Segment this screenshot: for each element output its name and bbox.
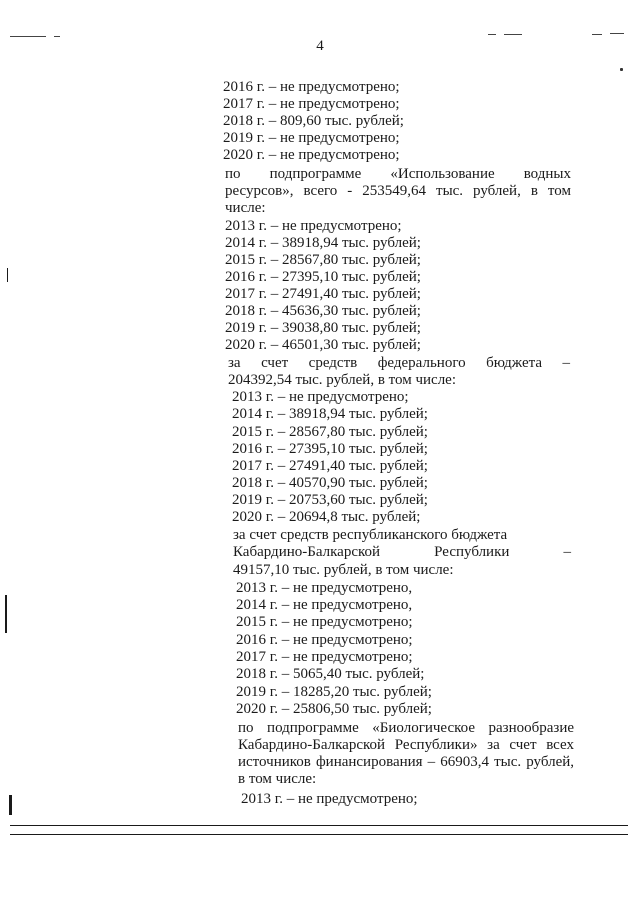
text-line: 2014 г. – 38918,94 тыс. рублей; xyxy=(225,235,421,251)
text-line: в том числе: xyxy=(238,771,317,787)
text-line: 2019 г. – 18285,20 тыс. рублей; xyxy=(236,684,432,700)
text-line: 2017 г. – не предусмотрено; xyxy=(223,96,400,112)
text-line: 2019 г. – не предусмотрено; xyxy=(223,130,400,146)
text-line: 2013 г. – не предусмотрено; xyxy=(225,218,402,234)
scan-artifact xyxy=(620,68,623,71)
text-line: за счет средств республиканского бюджета xyxy=(233,527,508,543)
text-line: 2017 г. – не предусмотрено; xyxy=(236,649,413,665)
scan-artifact xyxy=(504,34,522,35)
text-line: 2020 г. – 25806,50 тыс. рублей; xyxy=(236,701,432,717)
text-line: 2019 г. – 39038,80 тыс. рублей; xyxy=(225,320,421,336)
text-line: 2019 г. – 20753,60 тыс. рублей; xyxy=(232,492,428,508)
text-line: 2020 г. – не предусмотрено; xyxy=(223,147,400,163)
text-line: ресурсов», всего - 253549,64 тыс. рублей, в том xyxy=(225,183,571,199)
scan-artifact xyxy=(9,795,12,815)
text-line: источников финансирования – 66903,4 тыс. рублей, xyxy=(238,754,574,770)
text-line: 2016 г. – 27395,10 тыс. рублей; xyxy=(232,441,428,457)
text-line: 2015 г. – 28567,80 тыс. рублей; xyxy=(232,424,428,440)
text-line: 2020 г. – 20694,8 тыс. рублей; xyxy=(232,509,421,525)
text-line: 2020 г. – 46501,30 тыс. рублей; xyxy=(225,337,421,353)
text-line: 2014 г. – не предусмотрено, xyxy=(236,597,413,613)
scan-artifact xyxy=(7,268,8,282)
text-line: 2015 г. – не предусмотрено; xyxy=(236,614,413,630)
text-line: 2017 г. – 27491,40 тыс. рублей; xyxy=(232,458,428,474)
text-line: 2016 г. – 27395,10 тыс. рублей; xyxy=(225,269,421,285)
text-line: Кабардино-Балкарской Республики – xyxy=(233,544,571,560)
scan-artifact xyxy=(488,34,496,35)
text-line: за счет средств федерального бюджета – xyxy=(228,355,570,371)
text-line: 2015 г. – 28567,80 тыс. рублей; xyxy=(225,252,421,268)
text-line: 2018 г. – 45636,30 тыс. рублей; xyxy=(225,303,421,319)
scan-artifact xyxy=(10,825,628,826)
text-line: 2017 г. – 27491,40 тыс. рублей; xyxy=(225,286,421,302)
text-line: 2016 г. – не предусмотрено; xyxy=(236,632,413,648)
text-line: 204392,54 тыс. рублей, в том числе: xyxy=(228,372,457,388)
text-line: 2018 г. – 5065,40 тыс. рублей; xyxy=(236,666,425,682)
text-line: по подпрограмме «Использование водных xyxy=(225,166,571,182)
text-line: 2018 г. – 809,60 тыс. рублей; xyxy=(223,113,404,129)
scan-artifact xyxy=(10,834,628,835)
scan-artifact xyxy=(610,33,624,34)
text-line: по подпрограмме «Биологическое разнообразие xyxy=(238,720,574,736)
scan-artifact xyxy=(5,595,7,633)
text-line: 2018 г. – 40570,90 тыс. рублей; xyxy=(232,475,428,491)
scan-artifact xyxy=(592,34,602,35)
text-line: 2013 г. – не предусмотрено; xyxy=(232,389,409,405)
text-line: числе: xyxy=(225,200,266,216)
text-line: 49157,10 тыс. рублей, в том числе: xyxy=(233,562,454,578)
text-line: 2013 г. – не предусмотрено, xyxy=(236,580,413,596)
scan-artifact xyxy=(54,36,60,37)
text-line: 2016 г. – не предусмотрено; xyxy=(223,79,400,95)
text-line: 2013 г. – не предусмотрено; xyxy=(241,791,418,807)
text-line: Кабардино-Балкарской Республики» за счет всех xyxy=(238,737,574,753)
text-line: 2014 г. – 38918,94 тыс. рублей; xyxy=(232,406,428,422)
scan-artifact xyxy=(10,36,46,37)
page-number: 4 xyxy=(316,38,324,54)
